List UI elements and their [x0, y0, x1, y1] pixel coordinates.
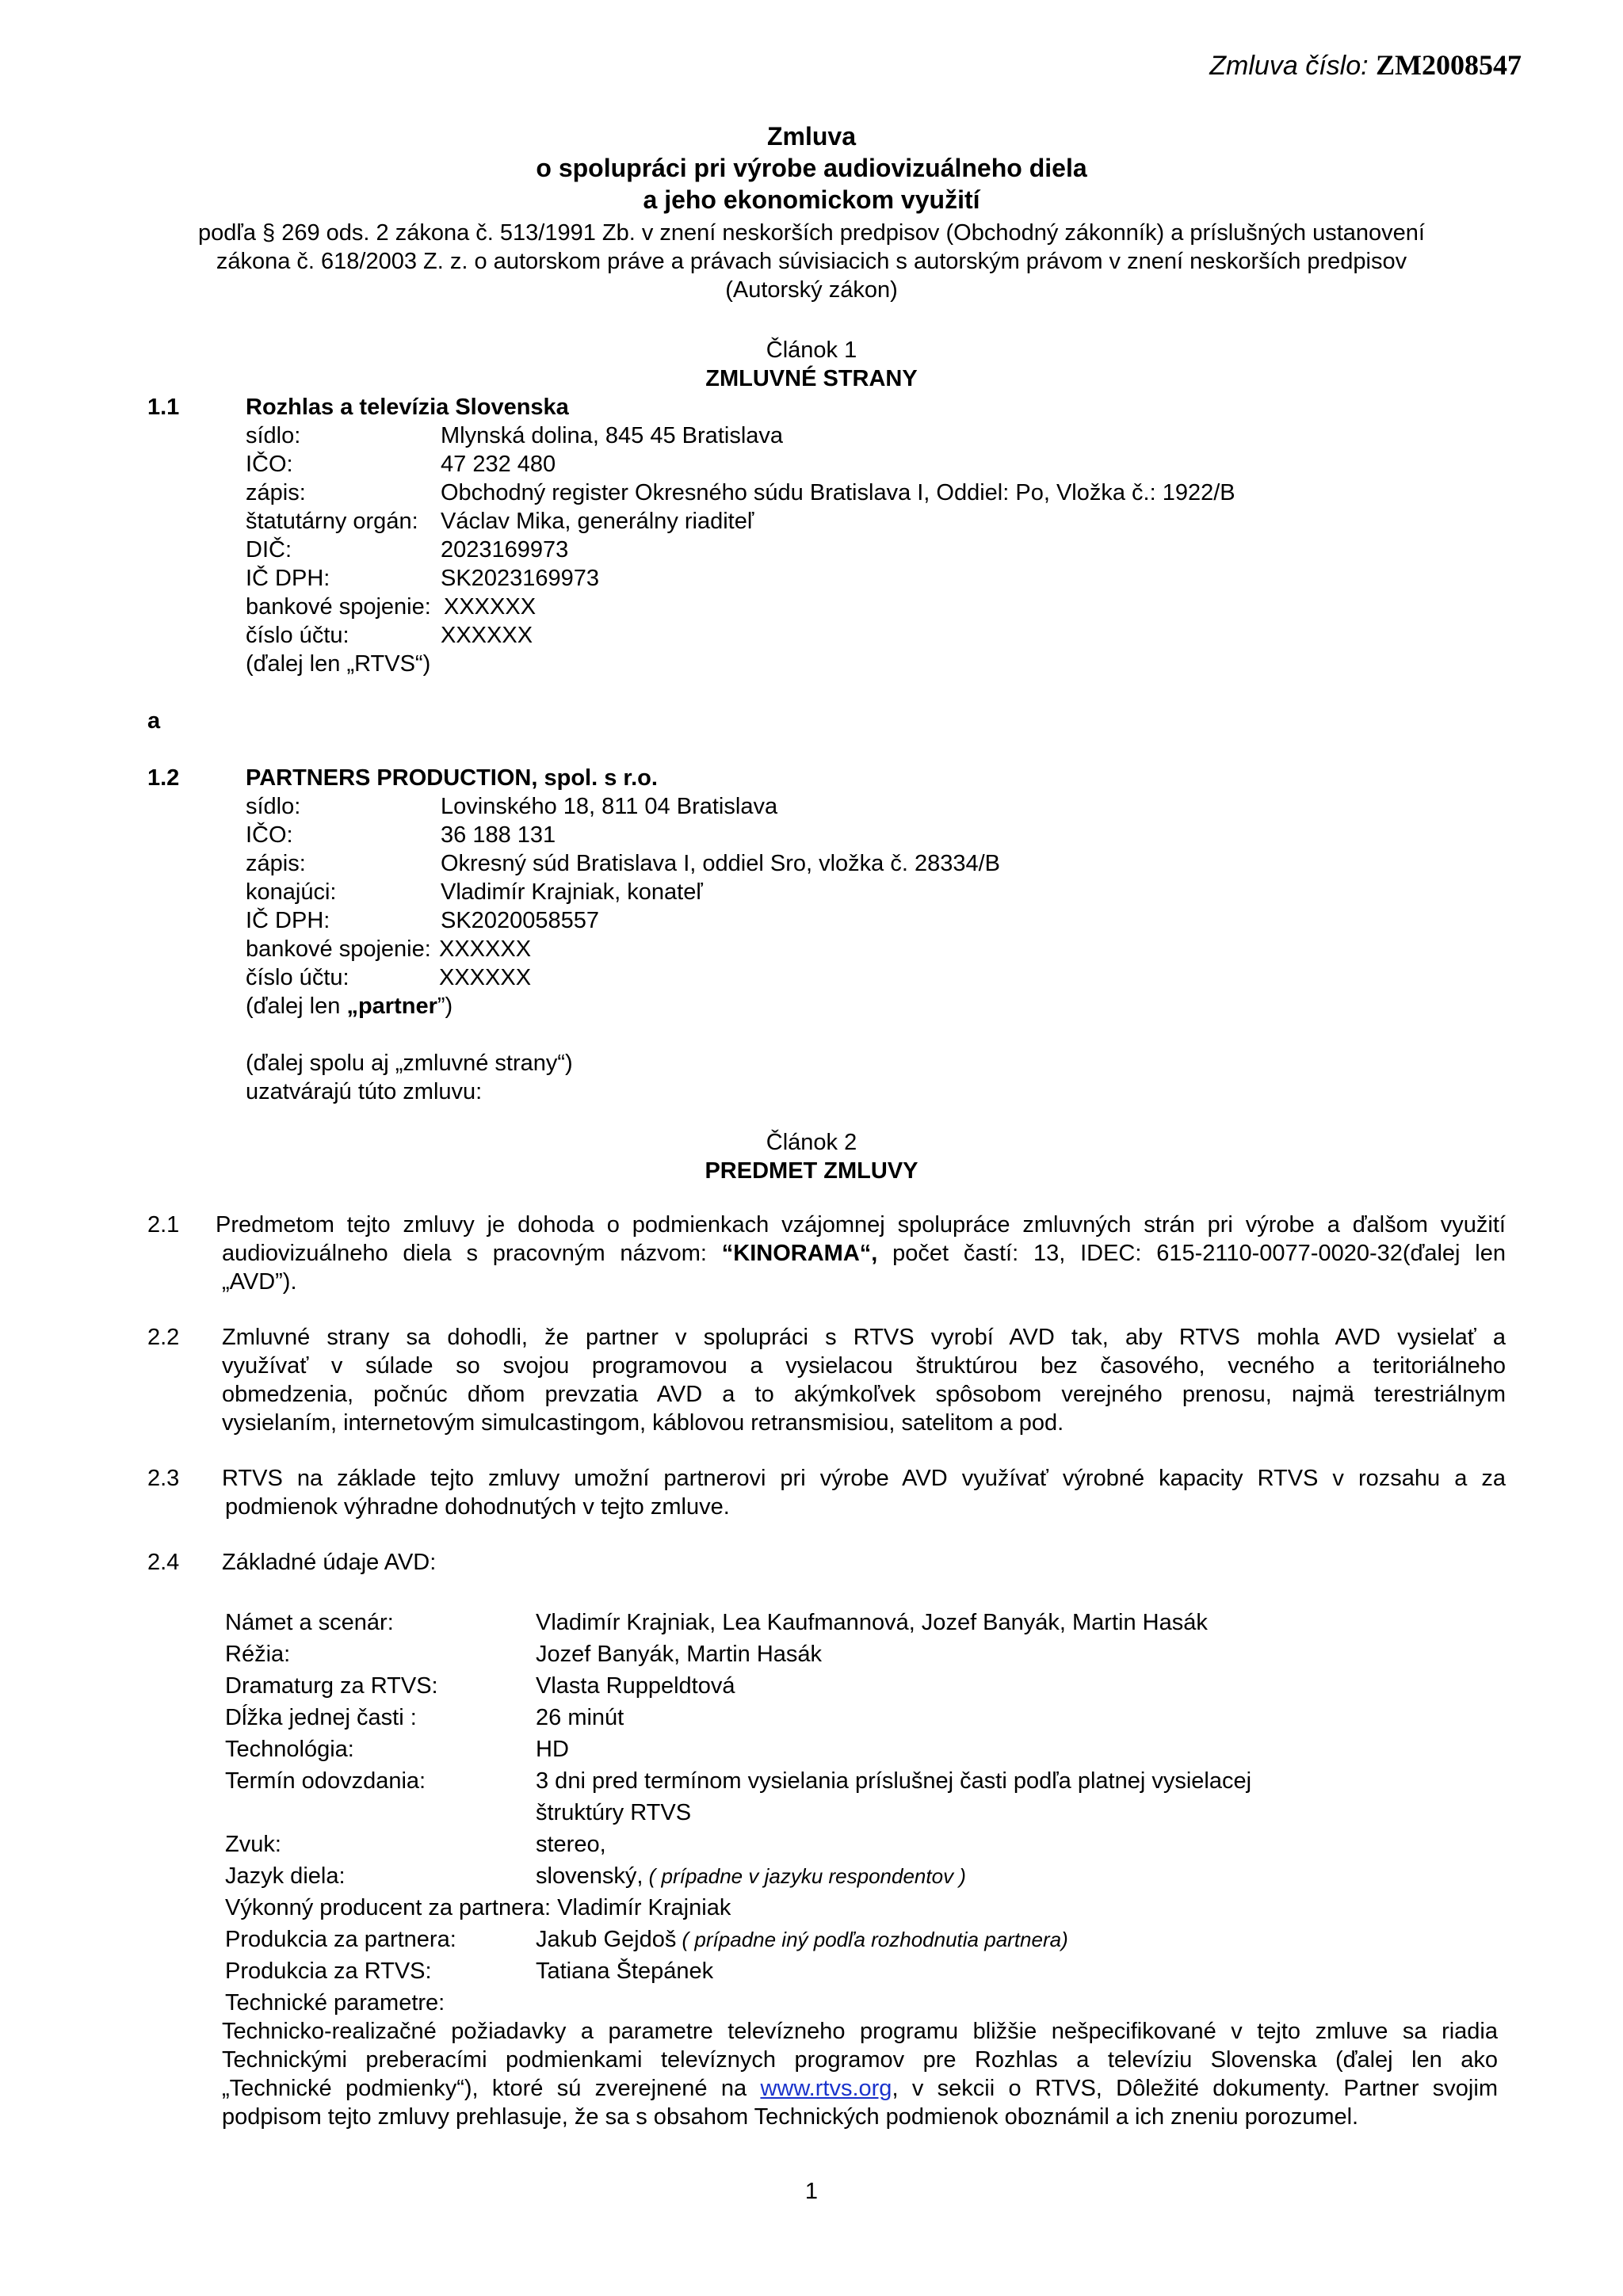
clause-2-4-label: Základné údaje AVD:	[222, 1550, 437, 1575]
avd-value: štruktúry RTVS	[536, 1800, 692, 1825]
clause-2-2-number: 2.2	[147, 1325, 180, 1350]
avd-key: Technológia:	[225, 1737, 354, 1762]
party2-key: sídlo:	[246, 794, 301, 819]
party2-value: Vladimír Krajniak, konateľ	[441, 879, 703, 905]
page-number: 1	[804, 2179, 819, 2204]
legal-basis-line3: (Autorský zákon)	[725, 277, 898, 303]
clause-2-3: RTVS na základe tejto zmluvy umožní partnerovi pri výrobe AVD využívať výrobné kapacity RTVS v rozsahu a za podmienok výhradne dohodnutých v tejto zmluve.	[222, 1466, 1506, 1520]
party2-key: IČO:	[246, 822, 293, 848]
clause-2-4-number: 2.4	[147, 1550, 180, 1575]
contract-number	[1209, 51, 1522, 80]
party2-key: zápis:	[246, 851, 306, 876]
rtvs-website-link[interactable]: www.rtvs.org	[760, 2076, 892, 2101]
avd-key: Termín odovzdania:	[225, 1768, 426, 1794]
article2-heading: PREDMET ZMLUVY	[705, 1158, 918, 1184]
party2-value: XXXXXX	[439, 936, 532, 962]
avd-language-value: slovenský, ( prípadne v jazyku respondentov )	[536, 1863, 966, 1889]
party1-key: IČ DPH:	[246, 566, 330, 591]
technical-parameters: Technicko-realizačné požiadavky a parametre televízneho programu bližšie nešpecifikované v tejto zmluve sa riadia Technickými preberacími podmienkami televíznych programov pre Rozhlas a televíziu Slovenska (ďalej len ako „Technické podmienky“), ktoré sú zverejnené na www.rtvs.org, v sekcii o RTVS, Dôležité dokumenty. Partner svojim podpisom tejto zmluvy prehlasuje, že sa s obsahom Technických podmienok oboznámil a ich zneniu porozumel.	[222, 2019, 1498, 2130]
contract-number-value: ZM2008547	[1376, 49, 1522, 81]
avd-value: Vlasta Ruppeldtová	[536, 1673, 735, 1699]
party1-number: 1.1	[147, 395, 180, 420]
contract-number-label: Zmluva číslo:	[1209, 51, 1369, 81]
avd-prod-partner-label: Produkcia za partnera:	[225, 1927, 456, 1952]
party2-key: číslo účtu:	[246, 965, 349, 990]
avd-prod-rtvs-value: Tatiana Štepánek	[536, 1958, 714, 1984]
avd-key: Réžia:	[225, 1642, 291, 1667]
parties-together: (ďalej spolu aj „zmluvné strany“)	[246, 1051, 573, 1076]
party1-value: Obchodný register Okresného súdu Bratislava I, Oddiel: Po, Vložka č.: 1922/B	[441, 480, 1235, 505]
avd-key: Dramaturg za RTVS:	[225, 1673, 438, 1699]
party1-key: sídlo:	[246, 423, 301, 448]
doc-title: Zmluva	[766, 122, 857, 151]
party1-key: štatutárny orgán:	[246, 509, 418, 534]
party2-name: PARTNERS PRODUCTION, spol. s r.o.	[246, 765, 658, 791]
party1-key: IČO:	[246, 452, 293, 477]
avd-language-label: Jazyk diela:	[225, 1863, 346, 1889]
avd-exec-producer: Výkonný producent za partnera: Vladimír Krajniak	[225, 1895, 731, 1920]
avd-prod-partner-value: Jakub Gejdoš ( prípadne iný podľa rozhodnutia partnera)	[536, 1927, 1068, 1952]
avd-value: stereo,	[536, 1832, 606, 1857]
avd-value: 26 minút	[536, 1705, 624, 1730]
avd-value: Jozef Banyák, Martin Hasák	[536, 1642, 823, 1667]
conjunction-and: a	[147, 708, 161, 734]
party2-value: 36 188 131	[441, 822, 556, 848]
party2-value: XXXXXX	[439, 965, 532, 990]
party1-value: 2023169973	[441, 537, 569, 563]
clause-2-1: Predmetom tejto zmluvy je dohoda o podmienkach vzájomnej spolupráce zmluvných strán pri výrobe a ďalšom využití audiovizuálneho diela s pracovným názvom: “KINORAMA“, počet častí: 13, IDEC: 615-2110-0077-0020-32(ďalej len „AVD”).	[216, 1212, 1506, 1295]
clause-2-1-number: 2.1	[147, 1212, 180, 1238]
doc-title-line3: a jeho ekonomickom využití	[643, 185, 980, 214]
avd-prod-rtvs-label: Produkcia za RTVS:	[225, 1958, 432, 1984]
party2-value: Okresný súd Bratislava I, oddiel Sro, vložka č. 28334/B	[441, 851, 1001, 876]
party2-alias: (ďalej len „partner”)	[246, 994, 453, 1019]
parties-conclude: uzatvárajú túto zmluvu:	[246, 1079, 483, 1104]
party1-value: Václav Mika, generálny riaditeľ	[441, 509, 754, 534]
party1-value: XXXXXX	[441, 623, 533, 648]
article1-label: Článok 1	[766, 338, 857, 363]
party1-alias: (ďalej len „RTVS“)	[246, 651, 431, 677]
party1-value: 47 232 480	[441, 452, 556, 477]
party2-key: konajúci:	[246, 879, 337, 905]
doc-title-line2: o spolupráci pri výrobe audiovizuálneho diela	[536, 154, 1087, 182]
avd-value: 3 dni pred termínom vysielania príslušnej časti podľa platnej vysielacej	[536, 1768, 1252, 1794]
party2-key: IČ DPH:	[246, 908, 330, 933]
legal-basis-line1: podľa § 269 ods. 2 zákona č. 513/1991 Zb. v znení neskorších predpisov (Obchodný zákonník) a príslušných ustanovení	[197, 220, 1425, 246]
party1-key: DIČ:	[246, 537, 292, 563]
avd-key: Dĺžka jednej časti :	[225, 1705, 417, 1730]
avd-value: Vladimír Krajniak, Lea Kaufmannová, Jozef Banyák, Martin Hasák	[536, 1610, 1208, 1635]
legal-basis-line2: zákona č. 618/2003 Z. z. o autorskom práve a právach súvisiacich s autorským právom v znení neskorších predpisov	[216, 249, 1407, 274]
party2-value: SK2020058557	[441, 908, 599, 933]
party1-key: číslo účtu:	[246, 623, 349, 648]
party1-value: XXXXXX	[444, 594, 537, 620]
party1-key: zápis:	[246, 480, 306, 505]
article2-label: Článok 2	[766, 1130, 857, 1155]
party1-key: bankové spojenie:	[246, 594, 431, 620]
avd-key: Námet a scenár:	[225, 1610, 394, 1635]
clause-2-3-number: 2.3	[147, 1466, 180, 1491]
avd-tech-label: Technické parametre:	[225, 1990, 445, 2016]
avd-value: HD	[536, 1737, 569, 1762]
party2-number: 1.2	[147, 765, 180, 791]
party1-value: SK2023169973	[441, 566, 599, 591]
party1-value: Mlynská dolina, 845 45 Bratislava	[441, 423, 784, 448]
article1-heading: ZMLUVNÉ STRANY	[705, 366, 918, 391]
clause-2-2: Zmluvné strany sa dohodli, že partner v spolupráci s RTVS vyrobí AVD tak, aby RTVS mohla AVD vysielať a využívať v súlade so svojou programovou a vysielacou štruktúrou bez časového, vecného a teritoriálneho obmedzenia, počnúc dňom prevzatia AVD a to akýmkoľvek spôsobom verejného prenosu, najmä terestriálnym vysielaním, internetovým simulcastingom, káblovou retransmisiou, satelitom a pod.	[222, 1325, 1506, 1436]
party2-value: Lovinského 18, 811 04 Bratislava	[441, 794, 778, 819]
party2-key: bankové spojenie:	[246, 936, 431, 962]
avd-key: Zvuk:	[225, 1832, 281, 1857]
party1-name: Rozhlas a televízia Slovenska	[246, 395, 569, 420]
